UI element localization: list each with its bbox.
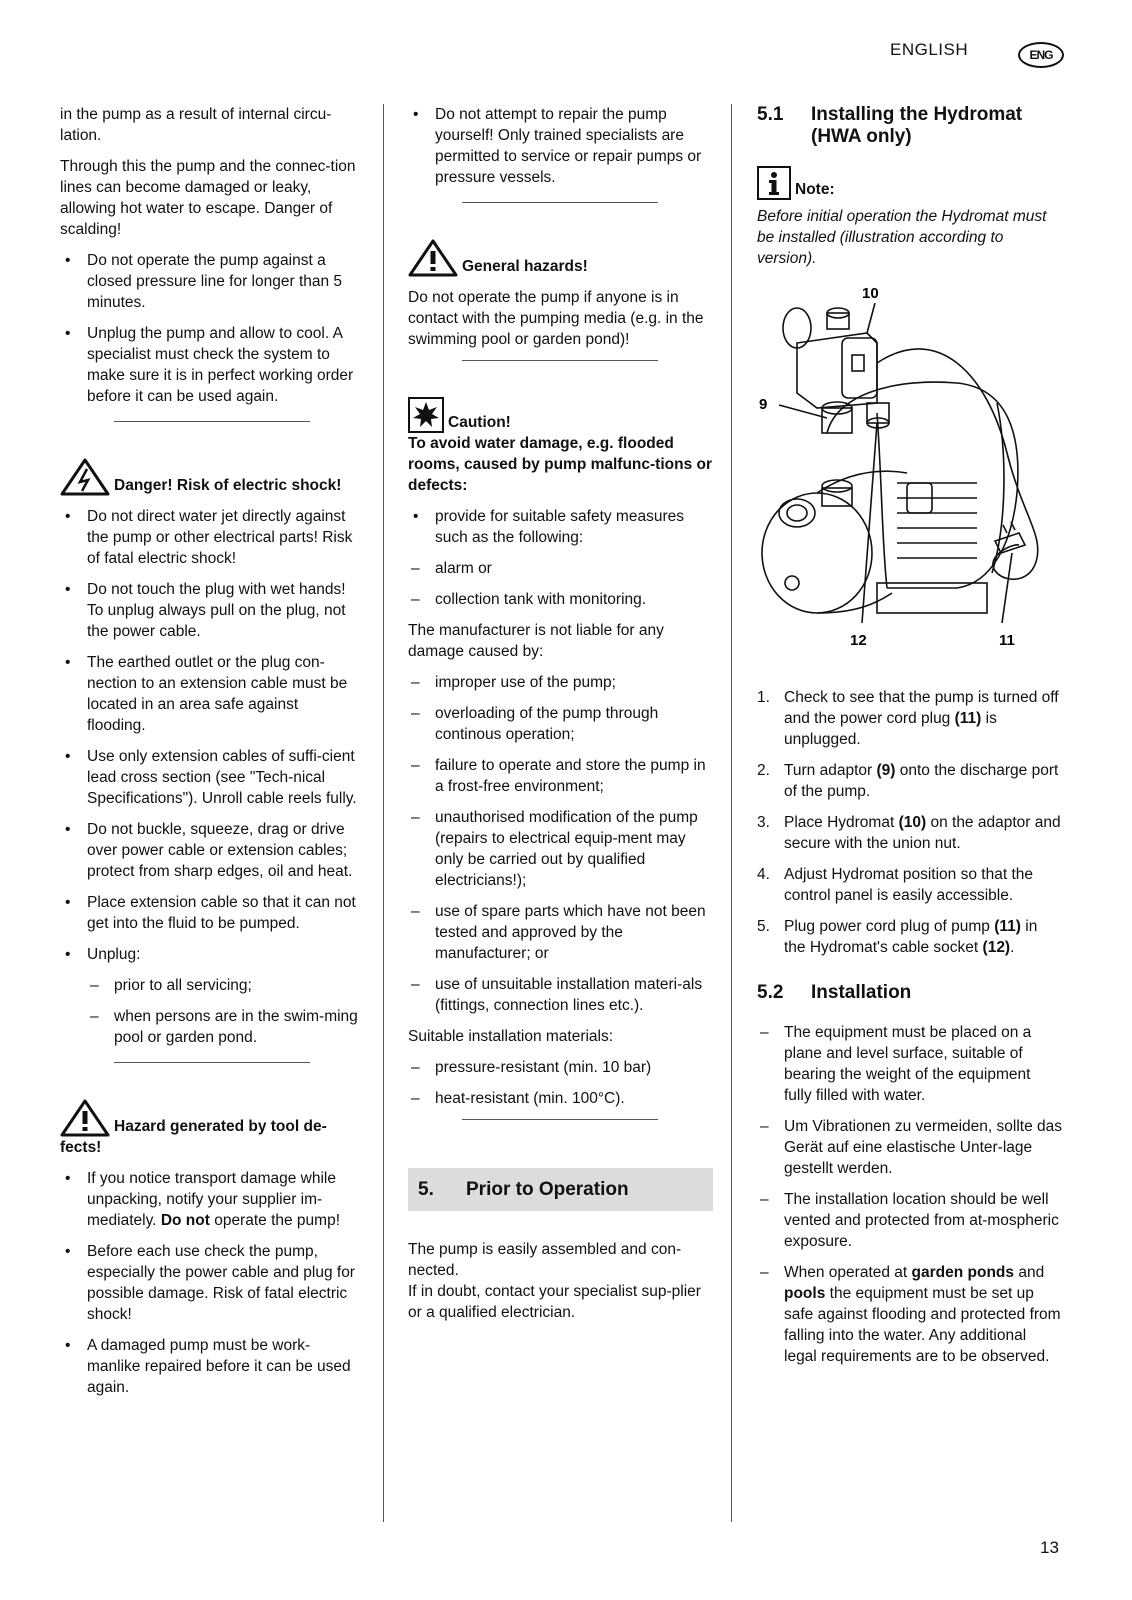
list-item: • If you notice transport damage while unpacking, notify your supplier im-mediately. Do not operate the pump!	[60, 1168, 360, 1231]
info-icon	[757, 166, 791, 200]
list-item: – prior to all servicing;	[87, 975, 360, 996]
list-item: – use of unsuitable installation materi-als (fittings, connection lines etc.).	[408, 974, 713, 1016]
dash-list	[87, 975, 360, 1048]
figure-label-12: 12	[850, 632, 867, 649]
paragraph: If in doubt, contact your specialist sup-plier or a qualified electrician.	[408, 1283, 701, 1321]
language-badge: ENG	[1018, 42, 1064, 68]
column-divider	[731, 104, 732, 1522]
dash-list	[757, 1022, 1062, 1367]
column-divider	[383, 104, 384, 1522]
column-right	[757, 104, 1062, 1377]
pump-illustration	[757, 283, 1062, 673]
bullet-list	[408, 506, 713, 548]
note-text: Before initial operation the Hydromat must be installed (illustration according to version).	[757, 208, 1047, 267]
note-heading	[757, 166, 1062, 200]
paragraph: The manufacturer is not liable for any damage caused by:	[408, 622, 664, 660]
list-item: – When operated at garden ponds and pools the equipment must be set up safe against flooding and protected from falling into the water. Any additional legal requirements are to be observed.	[757, 1262, 1062, 1367]
list-item: 2. Turn adaptor (9) onto the discharge port of the pump.	[757, 762, 1059, 800]
dash-list	[408, 672, 713, 1016]
list-item: • The earthed outlet or the plug con-nection to an extension cable must be located in an area safe against flooding.	[60, 652, 360, 736]
list-item: – overloading of the pump through continous operation;	[408, 703, 713, 745]
bullet-list	[60, 506, 360, 965]
header-language: ENGLISH	[890, 40, 969, 59]
general-hazards-heading	[408, 239, 713, 277]
caution-text: To avoid water damage, e.g. flooded rooms, caused by pump malfunc-tions or defects:	[408, 435, 713, 494]
list-item: • Do not touch the plug with wet hands! To unplug always pull on the plug, not the power cable.	[60, 579, 360, 642]
list-item: • Do not buckle, squeeze, drag or drive over power cable or extension cables; protect from sharp edges, oil and heat.	[60, 819, 360, 882]
danger-heading	[60, 458, 360, 496]
page-number: 13	[1040, 1538, 1059, 1557]
separator	[462, 360, 658, 361]
general-title: General hazards!	[462, 258, 588, 275]
hydromat-pump-drawing	[757, 283, 1062, 673]
section-title: Installation	[811, 982, 912, 1003]
paragraph: Do not operate the pump if anyone is in contact with the pumping media (e.g. in the swimming pool or garden pond)!	[408, 289, 704, 348]
column-middle	[408, 104, 713, 1323]
list-item: – failure to operate and store the pump in a frost-free environment;	[408, 755, 713, 797]
list-item: – use of spare parts which have not been tested and approved by the manufacturer; or	[408, 901, 713, 964]
separator	[462, 1119, 658, 1120]
section-heading	[757, 104, 1062, 148]
section-title: Prior to Operation	[466, 1179, 629, 1200]
list-item: – when persons are in the swim-ming pool or garden pond.	[87, 1006, 360, 1048]
section-heading	[757, 982, 1062, 1004]
paragraph: Through this the pump and the connec-tion lines can become damaged or leaky, allowing hot water to escape. Danger of scalding!	[60, 158, 356, 238]
list-item: • A damaged pump must be work-manlike repaired before it can be used again.	[60, 1335, 360, 1398]
section-title: Installing the Hydromat (HWA only)	[811, 104, 1023, 147]
list-item: • Place extension cable so that it can not get into the fluid to be pumped.	[60, 892, 360, 934]
paragraph: Suitable installation materials:	[408, 1028, 614, 1045]
paragraph: in the pump as a result of internal circu-lation.	[60, 106, 332, 144]
caution-heading	[408, 397, 713, 496]
separator	[462, 202, 658, 203]
warning-icon	[60, 1099, 110, 1137]
dash-list	[408, 558, 713, 610]
bullet-list	[408, 104, 713, 188]
separator	[114, 1062, 310, 1063]
list-item: • provide for suitable safety measures such as the following:	[408, 506, 713, 548]
list-item: • Unplug:	[60, 944, 360, 965]
list-item: 3. Place Hydromat (10) on the adaptor and secure with the union nut.	[757, 814, 1061, 852]
list-item: – The equipment must be placed on a plane and level surface, suitable of bearing the weight of the equipment fully filled with water.	[757, 1022, 1062, 1106]
list-item: 5. Plug power cord plug of pump (11) in the Hydromat's cable socket (12).	[757, 918, 1038, 956]
list-item: – Um Vibrationen zu vermeiden, sollte das Gerät auf eine elastische Unter-lage gestellt werden.	[757, 1116, 1062, 1179]
list-item: • Do not attempt to repair the pump yourself! Only trained specialists are permitted to service or repair pumps or pressure vessels.	[408, 104, 713, 188]
numbered-steps	[757, 687, 1062, 958]
section-number: 5.2	[757, 982, 784, 1003]
separator	[114, 421, 310, 422]
hazard-heading	[60, 1099, 360, 1158]
dash-list	[408, 1057, 713, 1109]
list-item: – collection tank with monitoring.	[408, 589, 713, 610]
danger-title: Danger! Risk of electric shock!	[114, 477, 342, 494]
list-item: – pressure-resistant (min. 10 bar)	[408, 1057, 713, 1078]
note-title: Note:	[795, 181, 835, 198]
list-item: 4. Adjust Hydromat position so that the control panel is easily accessible.	[757, 866, 1033, 904]
figure-label-11: 11	[999, 632, 1015, 649]
figure-label-10: 10	[862, 285, 879, 302]
list-item: 1. Check to see that the pump is turned off and the power cord plug (11) is unplugged.	[757, 689, 1059, 748]
column-left	[60, 104, 360, 1408]
section-number: 5.1	[757, 104, 784, 125]
list-item: – alarm or	[408, 558, 713, 579]
caution-title: Caution!	[448, 414, 511, 431]
section-number: 5.	[418, 1179, 434, 1200]
bullet-list	[60, 250, 360, 407]
electric-warning-icon	[60, 458, 110, 496]
list-item: – The installation location should be well vented and protected from at-mospheric exposure.	[757, 1189, 1062, 1252]
warning-icon	[408, 239, 458, 277]
list-item: • Unplug the pump and allow to cool. A specialist must check the system to make sure it is in perfect working order before it can be used again.	[60, 323, 360, 407]
list-item: • Do not direct water jet directly against the pump or other electrical parts! Risk of fatal electric shock!	[60, 506, 360, 569]
list-item: – unauthorised modification of the pump (repairs to electrical equip-ment may only be carried out by qualified electricians!);	[408, 807, 713, 891]
caution-icon	[408, 397, 444, 433]
bullet-list	[60, 1168, 360, 1398]
list-item: • Do not operate the pump against a closed pressure line for longer than 5 minutes.	[60, 250, 360, 313]
hazard-title: Hazard generated by tool de-fects!	[60, 1118, 327, 1156]
list-item: • Use only extension cables of suffi-cient lead cross section (see "Tech-nical Specifications"). Unroll cable reels fully.	[60, 746, 360, 809]
list-item: • Before each use check the pump, especially the power cable and plug for possible damage. Risk of fatal electric shock!	[60, 1241, 360, 1325]
list-item: – heat-resistant (min. 100°C).	[408, 1088, 713, 1109]
figure-label-9: 9	[759, 396, 768, 413]
section-heading	[408, 1168, 713, 1211]
list-item: – improper use of the pump;	[408, 672, 713, 693]
paragraph: The pump is easily assembled and con-nected.	[408, 1241, 682, 1279]
